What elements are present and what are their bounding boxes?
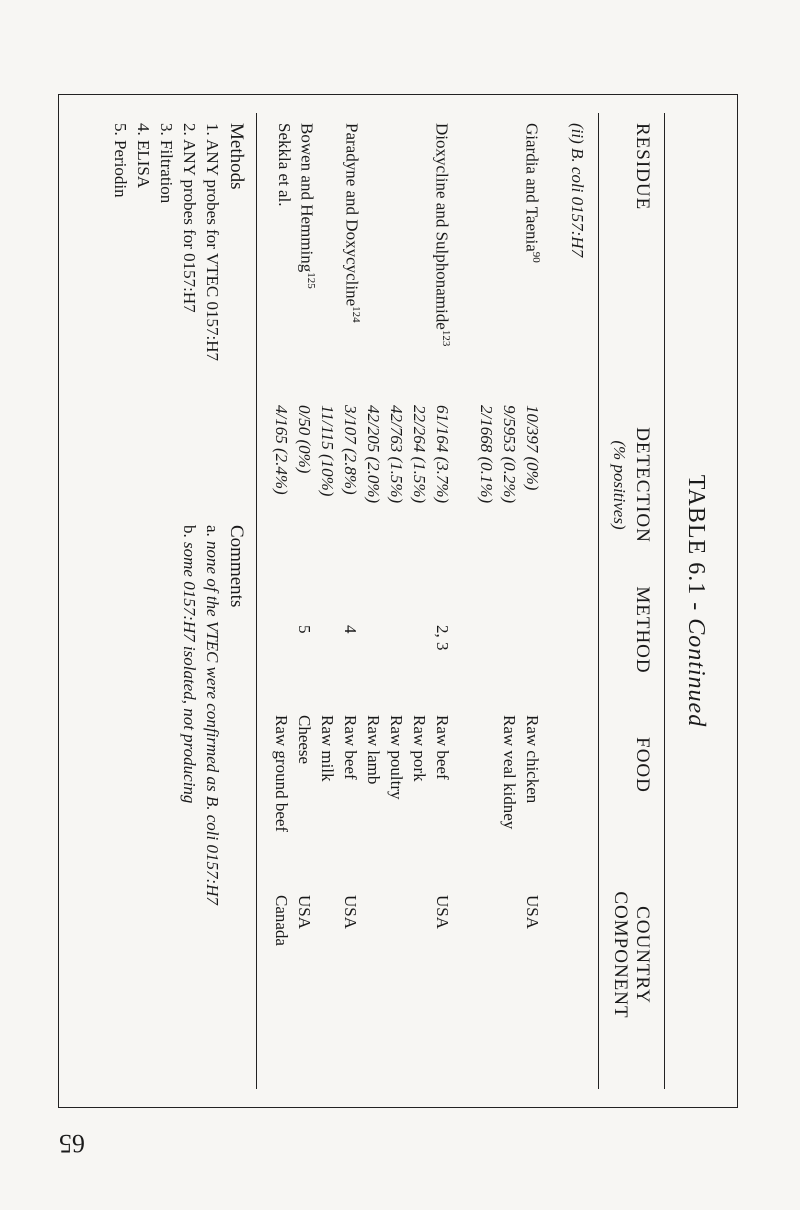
- row-food: Raw pork: [410, 715, 429, 782]
- header-food: FOOD: [632, 737, 653, 793]
- row-food: Raw milk: [318, 715, 337, 782]
- row-detection: 42/205 (2.0%): [364, 405, 383, 504]
- row-food: Raw lamb: [364, 715, 383, 785]
- table-title-main: TABLE 6.1: [683, 474, 709, 596]
- row-detection: 22/264 (1.5%): [410, 405, 429, 504]
- row-food: Raw beef: [433, 715, 452, 780]
- row-food: Raw chicken: [523, 715, 542, 804]
- row-method: 5: [295, 625, 314, 634]
- row-detection: 3/107 (2.8%): [341, 405, 360, 495]
- row-country: USA: [433, 895, 452, 930]
- row-country: USA: [341, 895, 360, 930]
- header-residue: RESIDUE: [632, 123, 653, 211]
- table-title-suffix: Continued: [683, 618, 709, 728]
- comment-key: a. none of the VTEC were confirmed as B. coli 0157:H7: [203, 525, 222, 905]
- header-detection: DETECTION: [632, 427, 653, 543]
- body-bottom-rule: [256, 113, 257, 1089]
- row-method: 2, 3: [433, 625, 452, 651]
- header-method: METHOD: [632, 586, 653, 674]
- methods-heading: Methods: [226, 123, 247, 190]
- table-frame: [58, 94, 738, 1108]
- page-number: 65: [59, 1129, 85, 1158]
- row-food: Raw poultry: [387, 715, 406, 800]
- landscape-table: [59, 95, 737, 1107]
- row-country: Canada: [272, 895, 291, 946]
- method-key: 3. Filtration: [157, 123, 176, 204]
- row-residue: Giardia and Taenia$^{90}$: [522, 123, 542, 263]
- row-detection: 61/164 (3.7%): [433, 405, 452, 504]
- row-food: Raw ground beef: [272, 715, 291, 833]
- row-residue: (ii) B. coli 0157:H7: [568, 123, 587, 258]
- header-country: COUNTRY COMPONENT: [610, 891, 653, 1019]
- row-food: Raw beef: [341, 715, 360, 780]
- row-detection: 11/115 (10%): [318, 405, 337, 497]
- row-detection: 10/397 (0%): [523, 405, 542, 491]
- row-detection: 9/5953 (0.2%): [500, 405, 519, 504]
- row-detection: 4/165 (2.4%): [272, 405, 291, 495]
- row-detection: 2/1668 (0.1%): [477, 405, 496, 504]
- row-residue: Paradyne and Doxycycline$^{124}$: [342, 123, 362, 323]
- comments-heading: Comments: [226, 525, 247, 608]
- row-detection: 0/50 (0%): [295, 405, 314, 474]
- row-method: 4: [341, 625, 360, 634]
- row-food: Cheese: [295, 715, 314, 765]
- table-title: TABLE 6.1 - Continued: [683, 474, 709, 728]
- method-key: 2. ANY probes for 0157:H7: [180, 123, 199, 313]
- row-residue: Dioxycline and Sulphonamide$^{123}$: [432, 123, 452, 347]
- method-key: 4. ELISA: [134, 123, 153, 189]
- row-residue: Bowen and Hemming$^{125}$: [297, 123, 317, 289]
- method-key: 1. ANY probes for VTEC 0157:H7: [203, 123, 222, 361]
- header-top-rule: [664, 113, 665, 1089]
- header-detection-sub: (% positives): [610, 440, 629, 530]
- comment-key: b. some 0157:H7 isolated, not producing: [180, 525, 199, 804]
- row-country: USA: [523, 895, 542, 930]
- method-key: 5. Periodin: [111, 123, 130, 198]
- header-bottom-rule: [598, 113, 599, 1089]
- row-residue: Sekkla et al.: [275, 123, 294, 207]
- row-detection: 42/763 (1.5%): [387, 405, 406, 504]
- row-food: Raw veal kidney: [500, 715, 519, 830]
- row-country: USA: [295, 895, 314, 930]
